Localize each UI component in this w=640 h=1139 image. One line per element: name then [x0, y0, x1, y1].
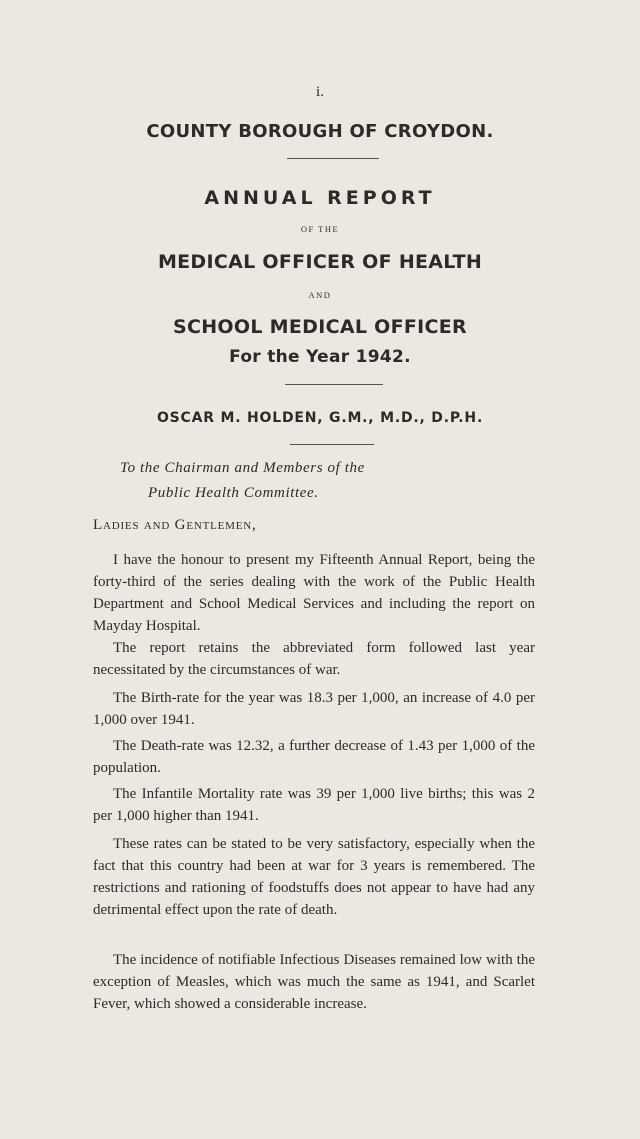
paragraph: The Death-rate was 12.32, a further decrease of 1.43 per 1,000 of the population.	[93, 738, 535, 776]
paragraph: The report retains the abbreviated form followed last year necessitated by the circumstances of war.	[93, 640, 535, 678]
paragraph: The Infantile Mortality rate was 39 per 1,000 live births; this was 2 per 1,000 higher than 1941.	[93, 786, 535, 824]
borough-heading: COUNTY BOROUGH OF CROYDON.	[146, 121, 494, 142]
paragraph: The incidence of notifiable Infectious Diseases remained low with the exception of Measles, which was much the same as 1941, and Scarlet Fever, which showed a considerable increase.	[93, 952, 535, 1012]
of-the-label: OF THE	[300, 224, 340, 234]
and-label: AND	[308, 290, 332, 300]
paragraph: I have the honour to present my Fifteenth Annual Report, being the forty-third of the series dealing with the work of the Public Health Department and School Medical Services and including the report on Mayday Hospital.	[93, 552, 535, 634]
divider-rule	[290, 444, 374, 445]
paragraph: The Birth-rate for the year was 18.3 per 1,000, an increase of 4.0 per 1,000 over 1941.	[93, 690, 535, 728]
author-name: OSCAR M. HOLDEN, G.M., M.D., D.P.H.	[156, 410, 484, 426]
page-number: i.	[316, 84, 324, 100]
divider-rule	[287, 158, 379, 159]
divider-rule	[285, 384, 383, 385]
report-title: ANNUAL REPORT	[204, 187, 436, 209]
salutation: Ladies and Gentlemen,	[93, 517, 257, 533]
paragraph: These rates can be stated to be very satisfactory, especially when the fact that this country had been at war for 3 years is remembered. The restrictions and rationing of foodstuffs does not appear to have had any detrimental effect upon the rate of death.	[93, 836, 535, 918]
address-line-2: Public Health Committee.	[148, 485, 319, 501]
office-title-medical-officer: MEDICAL OFFICER OF HEALTH	[157, 251, 483, 273]
office-title-school-medical-officer: SCHOOL MEDICAL OFFICER	[173, 316, 467, 338]
report-year: For the Year 1942.	[229, 347, 411, 367]
address-line-1: To the Chairman and Members of the	[120, 460, 365, 476]
